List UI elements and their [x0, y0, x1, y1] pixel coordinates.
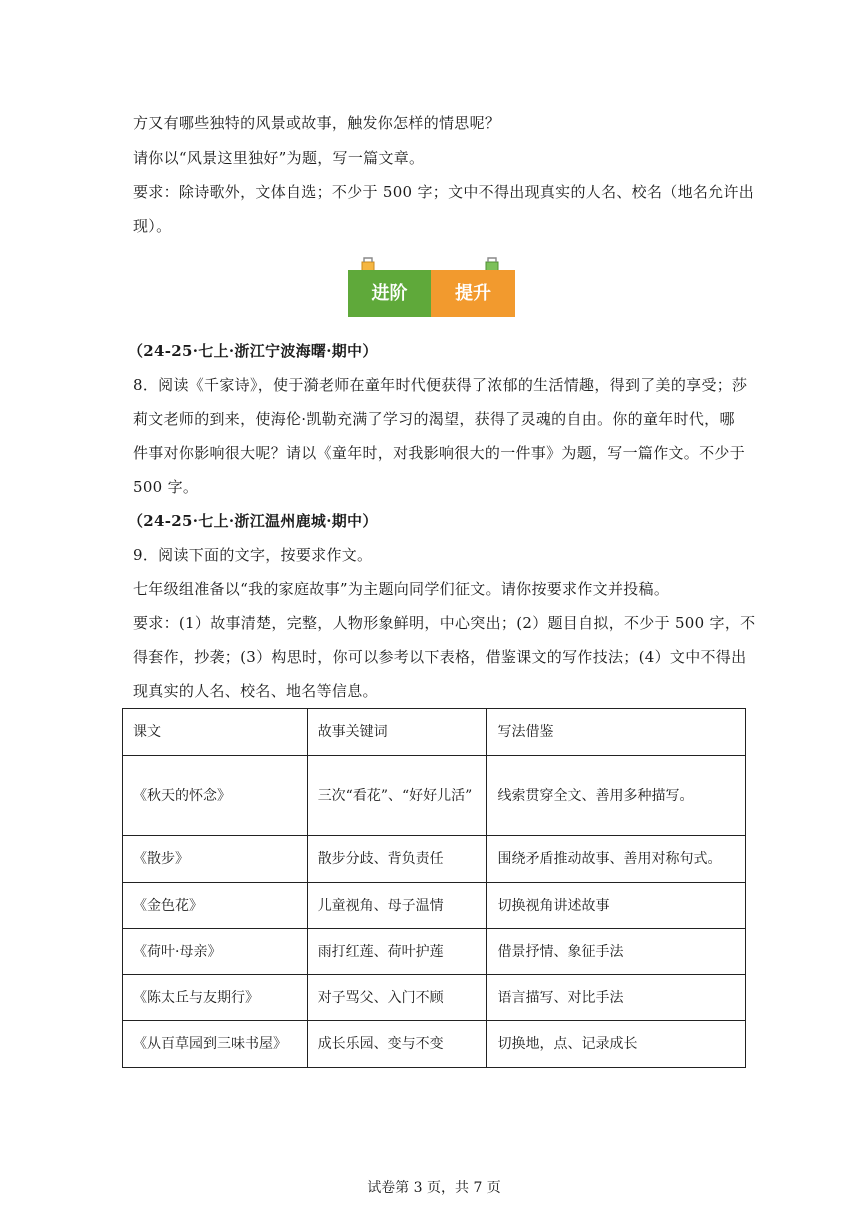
table-cell: 雨打红莲、荷叶护莲 [307, 929, 487, 975]
table-cell: 《从百草园到三味书屋》 [123, 1021, 308, 1068]
q8-line-1: 8．阅读《千家诗》，使于漪老师在童年时代便获得了浓郁的生活情趣，得到了美的享受；莎 [133, 376, 748, 394]
q9-line-5: 现真实的人名、校名、地名等信息。 [133, 682, 378, 700]
reference-table [122, 708, 746, 1068]
q8-line-4: 500 字。 [133, 478, 199, 496]
table-row [123, 1021, 746, 1068]
badge-left-label: 进阶 [348, 270, 431, 317]
table-header-cell: 课文 [123, 709, 308, 756]
table-header-cell: 写法借鉴 [487, 709, 746, 756]
table-cell: 线索贯穿全文、善用多种描写。 [487, 756, 746, 836]
intro-line-4: 现）。 [133, 217, 172, 235]
intro-line-2: 请你以“风景这里独好”为题，写一篇文章。 [133, 149, 425, 167]
table-cell: 《陈太丘与友期行》 [123, 975, 308, 1021]
table-cell: 切换地，点、记录成长 [487, 1021, 746, 1068]
table-row [123, 836, 746, 883]
table-cell: 成长乐园、变与不变 [307, 1021, 487, 1068]
table-cell: 散步分歧、背负责任 [307, 836, 487, 883]
table-row [123, 756, 746, 836]
q9-line-2: 七年级组准备以“我的家庭故事”为主题向同学们征文。请你按要求作文并投稿。 [133, 580, 670, 598]
q8-source: （24-25·七上·浙江宁波海曙·期中） [128, 342, 378, 360]
q9-line-3: 要求：(1）故事清楚，完整，人物形象鲜明，中心突出；(2）题目自拟，不少于 500 字，不 [133, 614, 756, 632]
table-row [123, 883, 746, 929]
q9-line-1: 9．阅读下面的文字，按要求作文。 [133, 546, 373, 564]
table-cell: 围绕矛盾推动故事、善用对称句式。 [487, 836, 746, 883]
section-badge [348, 270, 515, 317]
page-footer: 试卷第 3 页，共 7 页 [367, 1180, 501, 1196]
table-cell: 切换视角讲述故事 [487, 883, 746, 929]
table-cell: 三次“看花”、“好好儿活” [307, 756, 487, 836]
table-row [123, 929, 746, 975]
intro-line-1: 方又有哪些独特的风景或故事，触发你怎样的情思呢？ [133, 114, 501, 132]
q9-source: （24-25·七上·浙江温州鹿城·期中） [128, 512, 378, 530]
q9-line-4: 得套作，抄袭；(3）构思时，你可以参考以下表格，借鉴课文的写作技法；(4）文中不得出 [133, 648, 747, 666]
q8-line-3: 件事对你影响很大呢？请以《童年时，对我影响很大的一件事》为题，写一篇作文。不少于 [133, 444, 746, 462]
badge-right-label: 提升 [431, 270, 515, 317]
table-cell: 对子骂父、入门不顾 [307, 975, 487, 1021]
table-cell: 借景抒情、象征手法 [487, 929, 746, 975]
table-header-row [123, 709, 746, 756]
table-cell: 儿童视角、母子温情 [307, 883, 487, 929]
table-cell: 《荷叶·母亲》 [123, 929, 308, 975]
table-cell: 《秋天的怀念》 [123, 756, 308, 836]
q8-line-2: 莉文老师的到来，使海伦·凯勒充满了学习的渴望，获得了灵魂的自由。你的童年时代，哪 [133, 410, 735, 428]
intro-line-3: 要求：除诗歌外，文体自选；不少于 500 字；文中不得出现真实的人名、校名（地名允许出 [133, 183, 755, 201]
table-cell: 语言描写、对比手法 [487, 975, 746, 1021]
table-cell: 《散步》 [123, 836, 308, 883]
table-row [123, 975, 746, 1021]
table-cell: 《金色花》 [123, 883, 308, 929]
table-header-cell: 故事关键词 [307, 709, 487, 756]
